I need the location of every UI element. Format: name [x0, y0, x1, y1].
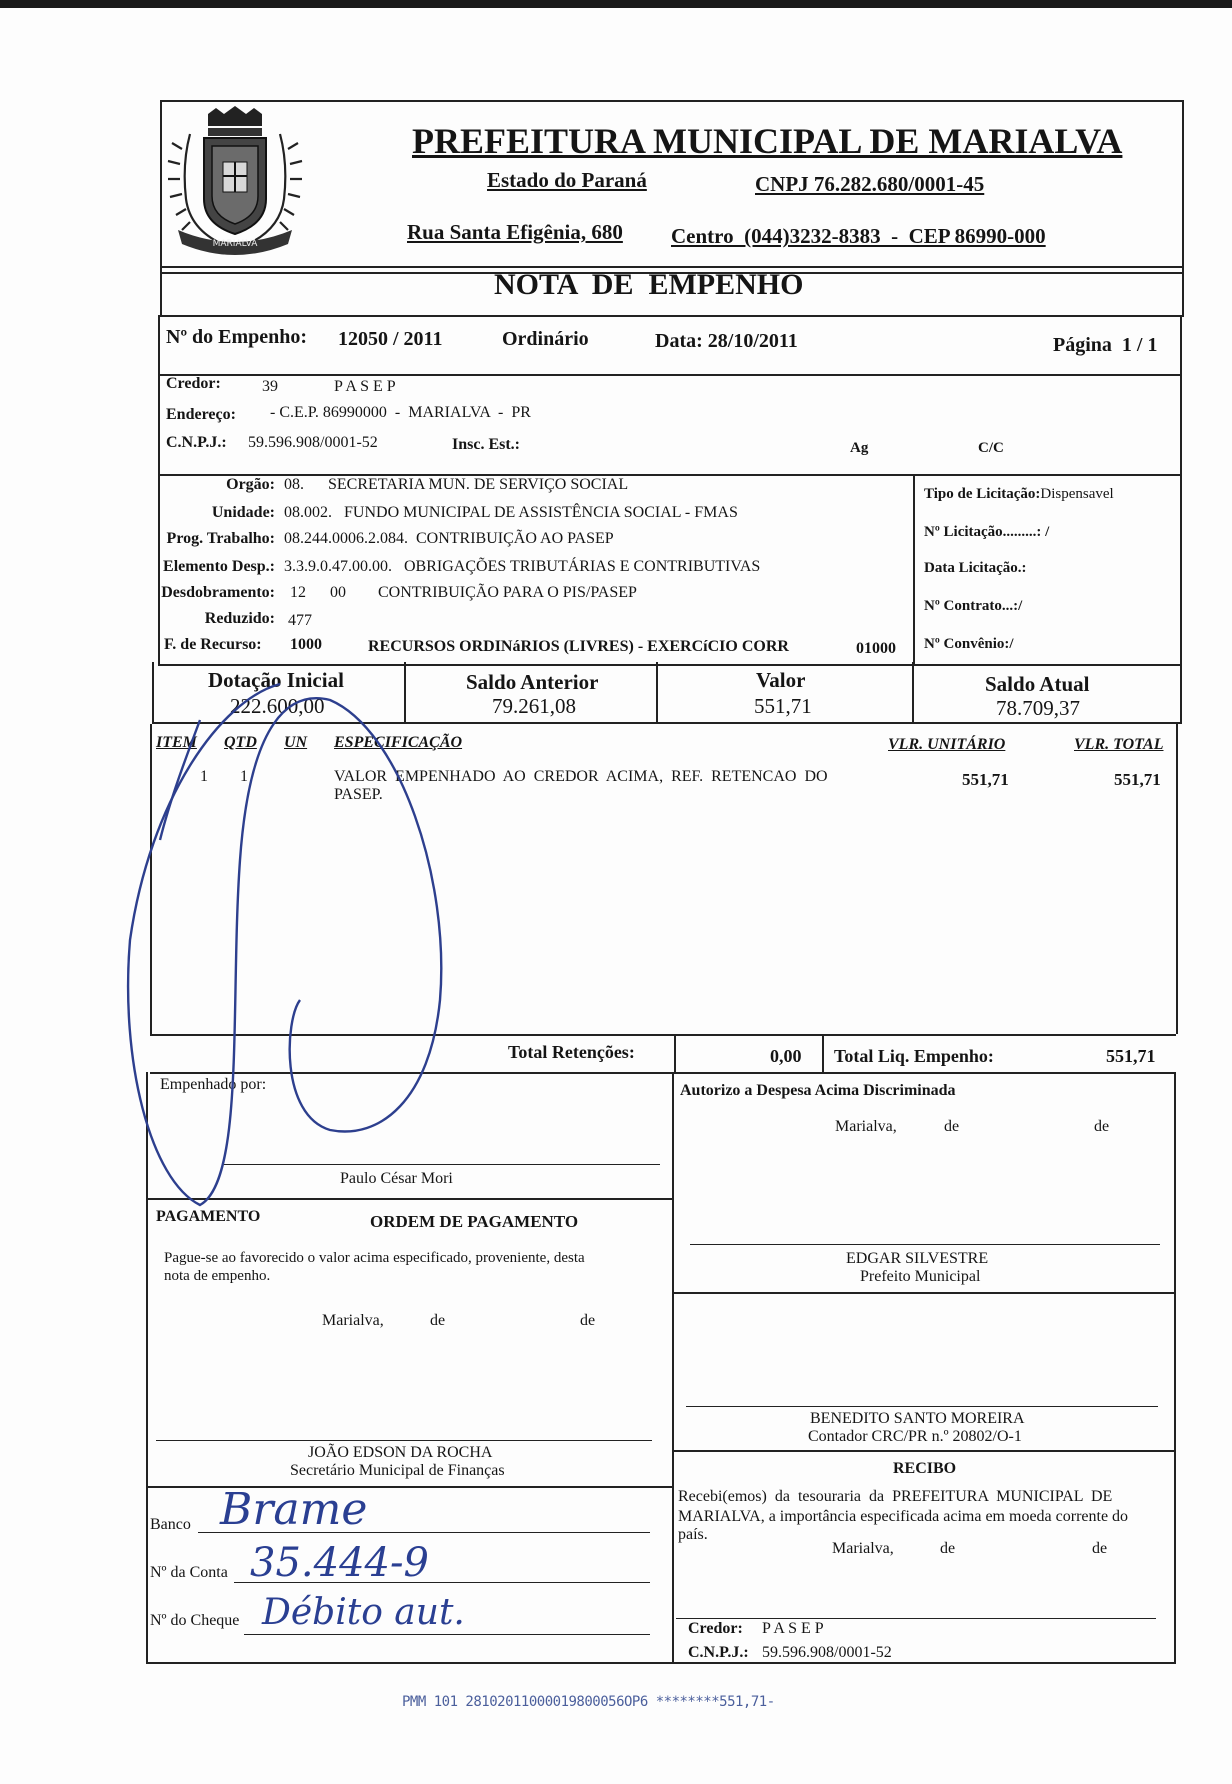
- autorizo-role: Prefeito Municipal: [860, 1268, 981, 1285]
- credor-name: P A S E P: [334, 378, 396, 395]
- recibo-line1: Recebi(emos) da tesouraria da PREFEITURA MUNICIPAL DE: [678, 1488, 1113, 1505]
- prog-trabalho-value: 08.244.0006.2.084. CONTRIBUIÇÃO AO PASEP: [284, 530, 614, 547]
- empenho-date: Data: 28/10/2011: [655, 330, 798, 352]
- header-title: PREFEITURA MUNICIPAL DE MARIALVA: [412, 121, 1123, 161]
- totals-top-line: [150, 1034, 1176, 1036]
- header-street: Rua Santa Efigênia, 680: [407, 220, 623, 244]
- licitacao-convenio: Nº Convênio:/: [924, 636, 1014, 652]
- empenhado-signature-line: [224, 1164, 660, 1165]
- elemento-label: Elemento Desp.:: [163, 558, 275, 575]
- saldo-atual-label: Saldo Atual: [985, 672, 1090, 696]
- contador-signature-line: [686, 1406, 1158, 1407]
- credor-code: 39: [262, 378, 278, 395]
- classification-divider: [913, 474, 915, 664]
- pagamento-top-line: [148, 1198, 674, 1200]
- cheque-handwritten: Débito aut.: [262, 1592, 465, 1633]
- credor-cnpj-label: C.N.P.J.:: [166, 434, 227, 451]
- totals-divider-2: [822, 1034, 824, 1074]
- items-header-spec: ESPECIFICAÇÃO: [334, 734, 463, 751]
- pagamento-signer: JOÃO EDSON DA ROCHA: [308, 1444, 493, 1461]
- item-spec-line1: VALOR EMPENHADO AO CREDOR ACIMA, REF. RETENCAO DO: [334, 768, 828, 785]
- recurso-desc: RECURSOS ORDINáRIOS (LIVRES) - EXERCíCIO CORR: [368, 638, 789, 655]
- cheque-line: [244, 1634, 650, 1635]
- orgao-label: Orgão:: [226, 476, 275, 493]
- saldo-atual-value: 78.709,37: [996, 696, 1080, 720]
- recibo-line2: MARIALVA, a importância especificada acima em moeda corrente do: [678, 1508, 1129, 1525]
- reduzido-value: 477: [288, 612, 312, 629]
- empenho-type: Ordinário: [502, 328, 589, 350]
- items-header-total: VLR. TOTAL: [1074, 736, 1164, 753]
- empenho-number-label: Nº do Empenho:: [166, 326, 308, 348]
- svg-text:MARIALVA: MARIALVA: [212, 239, 258, 249]
- autorizo-place: Marialva,: [835, 1118, 897, 1135]
- item-total-value: 551,71: [1114, 770, 1161, 789]
- pagamento-de2: de: [580, 1312, 596, 1329]
- recurso-label: F. de Recurso:: [164, 636, 262, 653]
- items-header-un: UN: [284, 734, 308, 751]
- recibo-signature-line: [676, 1618, 1156, 1619]
- pagamento-place: Marialva,: [322, 1312, 384, 1329]
- licitacao-tipo: [924, 486, 1114, 503]
- header-cnpj: CNPJ 76.282.680/0001-45: [755, 172, 985, 196]
- recibo-top-line: [674, 1450, 1174, 1452]
- header-state: Estado do Paraná: [487, 168, 647, 192]
- pagamento-role: Secretário Municipal de Finanças: [290, 1462, 505, 1479]
- liquido-value: 551,71: [1106, 1046, 1156, 1066]
- credor-address-label: Endereço:: [166, 406, 236, 423]
- items-header-unit: VLR. UNITÁRIO: [888, 736, 1006, 753]
- reduzido-label: Reduzido:: [204, 610, 275, 627]
- credor-cc-label: C/C: [978, 440, 1004, 456]
- pagamento-de1: de: [430, 1312, 446, 1329]
- scan-edge: [0, 0, 1232, 8]
- coat-of-arms-icon: [160, 104, 310, 264]
- contador-signer: BENEDITO SANTO MOREIRA: [810, 1410, 1025, 1427]
- licitacao-tipo-label: Tipo de Licitação:: [924, 486, 1041, 502]
- recurso-number: 01000: [856, 640, 896, 657]
- licitacao-numero: Nº Licitação.........: /: [924, 524, 1050, 540]
- autorizo-signer: EDGAR SILVESTRE: [846, 1250, 989, 1267]
- items-header-item: ITEM: [156, 734, 197, 751]
- saldo-anterior-label: Saldo Anterior: [466, 670, 599, 694]
- empenho-page: Página 1 / 1: [1053, 334, 1158, 356]
- orgao-value: 08. SECRETARIA MUN. DE SERVIÇO SOCIAL: [284, 476, 629, 493]
- licitacao-contrato: Nº Contrato...:/: [924, 598, 1023, 614]
- document-title: NOTA DE EMPENHO: [494, 268, 804, 301]
- item-qtd: 1: [240, 768, 248, 785]
- item-number: 1: [200, 768, 208, 785]
- cheque-label: Nº do Cheque: [150, 1612, 240, 1629]
- pagamento-text1: Pague-se ao favorecido o valor acima especificado, proveniente, desta: [164, 1250, 585, 1266]
- pagamento-signature-line: [156, 1440, 652, 1441]
- licitacao-tipo-value: Dispensavel: [1040, 486, 1114, 502]
- valor-label: Valor: [756, 668, 806, 692]
- unidade-label: Unidade:: [211, 504, 275, 521]
- recibo-de2: de: [1092, 1540, 1108, 1557]
- credor-cnpj: 59.596.908/0001-52: [248, 434, 378, 451]
- empenho-number: 12050 / 2011: [338, 328, 443, 350]
- credor-box: [158, 374, 1182, 476]
- recibo-line3: país.: [678, 1526, 708, 1543]
- conta-label: Nº da Conta: [150, 1564, 228, 1581]
- credor-label: Credor:: [166, 375, 221, 392]
- item-unit-value: 551,71: [962, 770, 1009, 789]
- pagamento-text2: nota de empenho.: [164, 1268, 271, 1284]
- prog-trabalho-label: Prog. Trabalho:: [166, 530, 275, 547]
- pagamento-label: PAGAMENTO: [156, 1208, 261, 1225]
- credor-address: - C.E.P. 86990000 - MARIALVA - PR: [270, 404, 531, 421]
- contador-role: Contador CRC/PR n.º 20802/O-1: [808, 1428, 1022, 1445]
- lower-vertical-divider: [672, 1072, 674, 1664]
- desdobramento-value: 12 00 CONTRIBUIÇÃO PARA O PIS/PASEP: [290, 584, 637, 601]
- contador-top-line: [674, 1292, 1174, 1294]
- items-header-qtd: QTD: [224, 734, 257, 751]
- recibo-credor-label: Credor:: [688, 1620, 743, 1637]
- retencoes-value: 0,00: [770, 1046, 802, 1066]
- header-address: Centro (044)3232-8383 - CEP 86990-000: [671, 224, 1046, 248]
- autorizo-signature-line: [690, 1244, 1160, 1245]
- balance-divider-3: [912, 662, 914, 724]
- autorizo-de1: de: [944, 1118, 960, 1135]
- balance-divider-2: [656, 662, 658, 724]
- autorizo-de2: de: [1094, 1118, 1110, 1135]
- saldo-anterior-value: 79.261,08: [492, 694, 576, 718]
- balance-divider-1: [404, 662, 406, 724]
- dotacao-value: 222.600,00: [230, 694, 325, 718]
- elemento-value: 3.3.9.0.47.00.00. OBRIGAÇÕES TRIBUTÁRIAS E CONTRIBUTIVAS: [284, 558, 761, 575]
- recibo-cnpj-label: C.N.P.J.:: [688, 1644, 749, 1661]
- banco-handwritten: Brame: [220, 1484, 368, 1535]
- recurso-code: 1000: [290, 636, 322, 653]
- desdobramento-label: Desdobramento:: [161, 584, 275, 601]
- footer-code: PMM 101 28102011000019800056OP6 ********551,71-: [402, 1694, 775, 1710]
- autorizo-label: Autorizo a Despesa Acima Discriminada: [680, 1082, 956, 1099]
- recibo-place: Marialva,: [832, 1540, 894, 1557]
- empenhado-label: Empenhado por:: [160, 1076, 267, 1093]
- unidade-value: 08.002. FUNDO MUNICIPAL DE ASSISTÊNCIA SOCIAL - FMAS: [284, 504, 738, 521]
- liquido-label: Total Liq. Empenho:: [834, 1046, 994, 1066]
- empenhado-signer: Paulo César Mori: [340, 1170, 453, 1187]
- totals-divider-1: [674, 1034, 676, 1074]
- banco-label: Banco: [150, 1516, 191, 1533]
- conta-handwritten: 35.444-9: [250, 1540, 429, 1586]
- retencoes-label: Total Retenções:: [508, 1042, 635, 1062]
- dotacao-label: Dotação Inicial: [208, 668, 344, 692]
- pagamento-title: ORDEM DE PAGAMENTO: [370, 1212, 579, 1231]
- recibo-credor-value: P A S E P: [762, 1620, 824, 1637]
- credor-ag-label: Ag: [850, 440, 869, 456]
- valor-value: 551,71: [754, 694, 812, 718]
- credor-insc-label: Insc. Est.:: [452, 436, 521, 453]
- item-spec-line2: PASEP.: [334, 786, 383, 803]
- licitacao-data: Data Licitação.:: [924, 560, 1027, 576]
- recibo-cnpj-value: 59.596.908/0001-52: [762, 1644, 892, 1661]
- recibo-title: RECIBO: [893, 1460, 957, 1477]
- recibo-de1: de: [940, 1540, 956, 1557]
